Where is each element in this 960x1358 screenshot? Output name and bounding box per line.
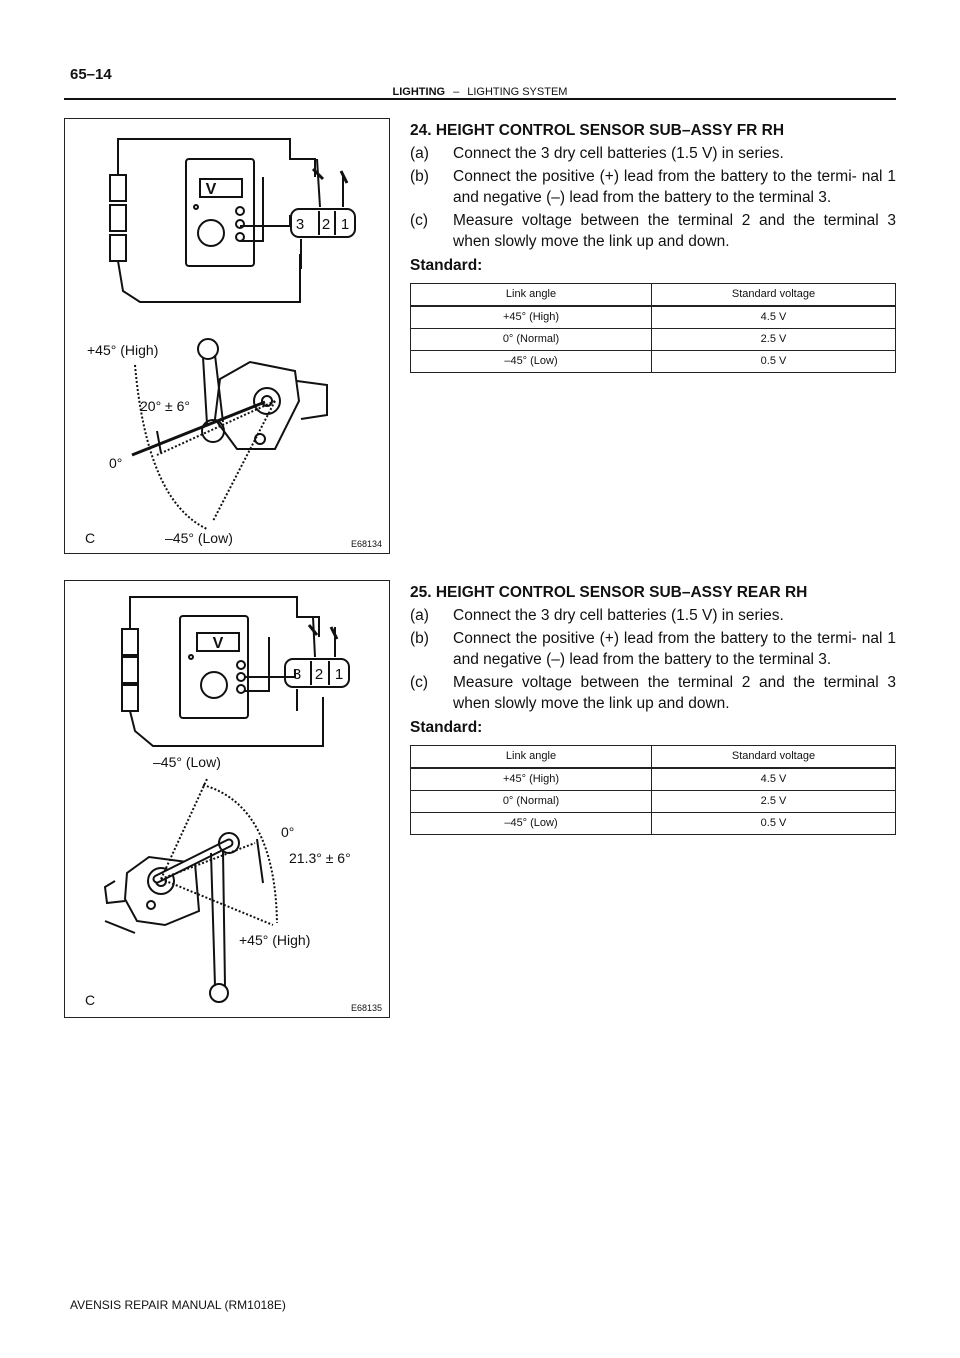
step-label: (c) xyxy=(410,674,429,691)
voltmeter-letter: V xyxy=(212,635,224,652)
header-section: LIGHTING xyxy=(392,86,446,98)
figure-front-sensor-drawing xyxy=(65,119,389,553)
figure-front-sensor xyxy=(64,118,390,554)
standard-label: Standard: xyxy=(410,257,483,274)
step-text: Connect the 3 dry cell batteries (1.5 V) in series. xyxy=(453,607,784,624)
standard-label: Standard: xyxy=(410,719,483,736)
table-cell: 4.5 V xyxy=(652,306,896,329)
table-cell: 0° (Normal) xyxy=(411,791,652,813)
table-cell: 0° (Normal) xyxy=(411,329,652,351)
terminal-label: 2 xyxy=(321,216,331,233)
table-row xyxy=(411,813,896,835)
battery-cell xyxy=(110,205,126,231)
figure-corner-letter: C xyxy=(85,992,96,1008)
step-text: Connect the positive (+) lead from the battery to the termi- nal 1 and negative (–) lead from the battery to the terminal 3. xyxy=(453,630,896,668)
section-title: 25. HEIGHT CONTROL SENSOR SUB–ASSY REAR RH xyxy=(410,584,808,601)
section-25 xyxy=(410,582,896,835)
step-text: Measure voltage between the terminal 2 and the terminal 3 when slowly move the link up and down. xyxy=(453,212,896,250)
angle-zero-label: 0° xyxy=(281,824,295,840)
figure-code: E68135 xyxy=(351,1003,383,1013)
running-header xyxy=(0,86,960,98)
standard-table xyxy=(410,283,896,373)
table-header-row xyxy=(411,284,896,307)
battery-cell xyxy=(122,629,138,655)
standard-table xyxy=(410,745,896,835)
terminal-label: 1 xyxy=(340,216,350,233)
step-text: Connect the positive (+) lead from the battery to the termi- nal 1 and negative (–) lead from the battery to the terminal 3. xyxy=(453,168,896,206)
table-header: Link angle xyxy=(411,746,652,769)
battery-cell xyxy=(110,235,126,261)
header-dash: – xyxy=(453,86,460,98)
voltmeter-letter: V xyxy=(205,181,217,198)
battery-cell xyxy=(122,657,138,683)
header-rule xyxy=(64,98,896,100)
terminal-label: 1 xyxy=(334,666,344,683)
battery-cell xyxy=(122,685,138,711)
battery-cell xyxy=(110,175,126,201)
table-cell: 4.5 V xyxy=(652,768,896,791)
step-b xyxy=(410,166,896,208)
step-text: Connect the 3 dry cell batteries (1.5 V) in series. xyxy=(453,145,784,162)
terminal-label: 3 xyxy=(292,666,302,683)
figure-rear-sensor-drawing xyxy=(65,581,389,1017)
terminal-label: 2 xyxy=(314,666,324,683)
table-row xyxy=(411,791,896,813)
table-header: Standard voltage xyxy=(652,746,896,769)
step-c xyxy=(410,210,896,252)
footer-manual-title: AVENSIS REPAIR MANUAL (RM1018E) xyxy=(70,1298,286,1312)
step-label: (a) xyxy=(410,607,429,624)
step-a xyxy=(410,605,896,626)
table-cell: 0.5 V xyxy=(652,813,896,835)
step-text: Measure voltage between the terminal 2 and the terminal 3 when slowly move the link up and down. xyxy=(453,674,896,712)
angle-low-label: –45° (Low) xyxy=(165,530,233,546)
table-cell: 0.5 V xyxy=(652,351,896,373)
step-c xyxy=(410,672,896,714)
terminal-label: 3 xyxy=(295,216,305,233)
table-header: Link angle xyxy=(411,284,652,307)
table-cell: –45° (Low) xyxy=(411,351,652,373)
step-label: (a) xyxy=(410,145,429,162)
table-header-row xyxy=(411,746,896,769)
angle-tolerance-label: 20° ± 6° xyxy=(140,398,191,414)
angle-zero-label: 0° xyxy=(109,455,123,471)
step-label: (b) xyxy=(410,168,429,185)
table-cell: +45° (High) xyxy=(411,306,652,329)
table-cell: 2.5 V xyxy=(652,791,896,813)
step-label: (b) xyxy=(410,630,429,647)
section-title: 24. HEIGHT CONTROL SENSOR SUB–ASSY FR RH xyxy=(410,122,785,139)
angle-high-label: +45° (High) xyxy=(239,932,311,948)
step-a xyxy=(410,143,896,164)
figure-code: E68134 xyxy=(351,539,383,549)
table-row xyxy=(411,329,896,351)
table-cell: 2.5 V xyxy=(652,329,896,351)
page-number: 65–14 xyxy=(70,66,112,83)
table-cell: –45° (Low) xyxy=(411,813,652,835)
figure-rear-sensor xyxy=(64,580,390,1018)
table-row xyxy=(411,351,896,373)
angle-low-label: –45° (Low) xyxy=(153,754,221,770)
step-b xyxy=(410,628,896,670)
angle-tolerance-label: 21.3° ± 6° xyxy=(289,850,351,866)
header-subsection: LIGHTING SYSTEM xyxy=(467,86,568,98)
table-cell: +45° (High) xyxy=(411,768,652,791)
angle-high-label: +45° (High) xyxy=(87,342,159,358)
step-label: (c) xyxy=(410,212,429,229)
table-row xyxy=(411,306,896,329)
table-header: Standard voltage xyxy=(652,284,896,307)
figure-corner-letter: C xyxy=(85,530,96,546)
table-row xyxy=(411,768,896,791)
section-24 xyxy=(410,120,896,373)
